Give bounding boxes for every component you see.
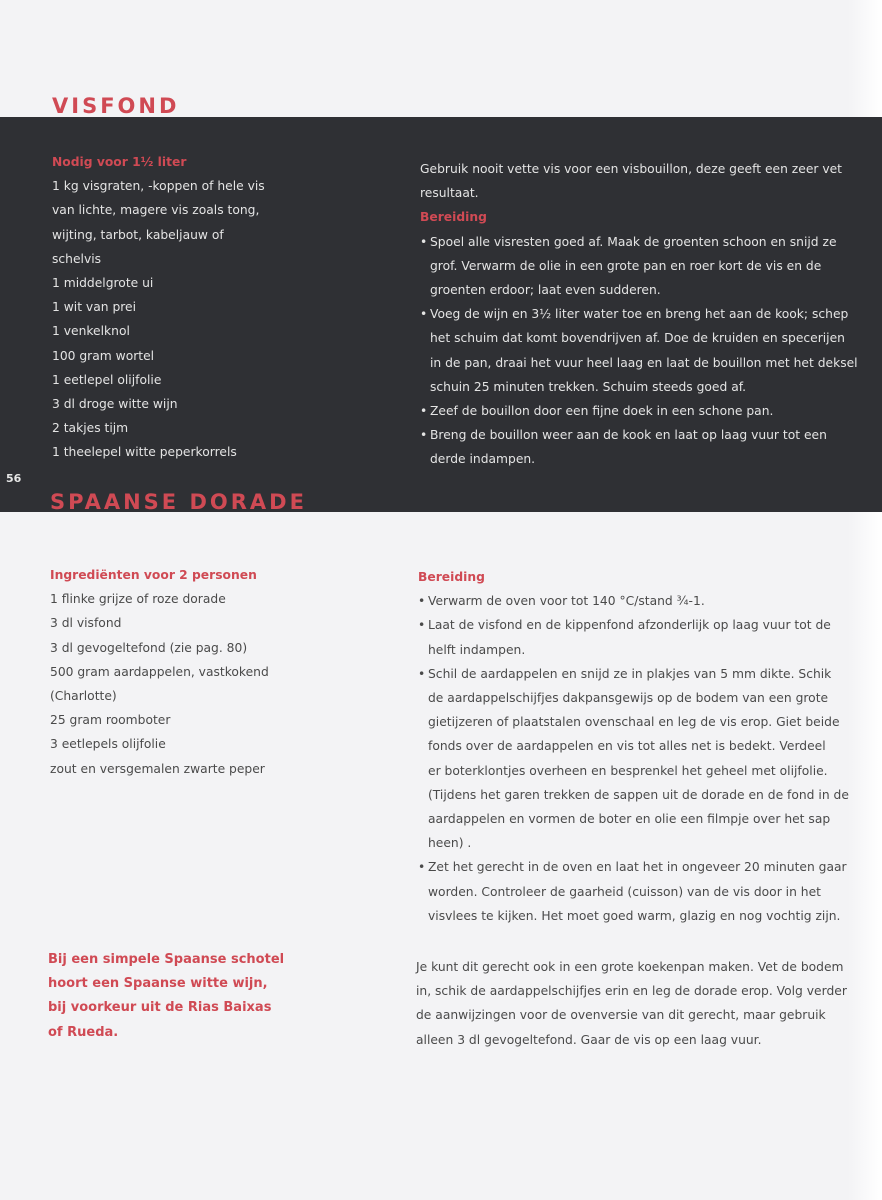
ingredient-line: 1 venkelknol (52, 324, 130, 339)
ingredient-line: 3 eetlepels olijfolie (50, 737, 166, 752)
method-step-line: in de pan, draai het vuur heel laag en laat de bouillon met het deksel (430, 355, 858, 370)
ingredient-line: 1 theelepel witte peperkorrels (52, 445, 237, 460)
ingredient-line: 3 dl visfond (50, 616, 122, 631)
method-step-line: groenten erdoor; laat even sudderen. (430, 283, 661, 298)
method-step-line: • Laat de visfond en de kippenfond afzonderlijk op laag vuur tot de (428, 618, 831, 633)
wine-note-line: hoort een Spaanse witte wijn, (48, 976, 268, 992)
tip-line: Je kunt dit gerecht ook in een grote koekenpan maken. Vet de bodem (416, 960, 844, 974)
tip-line: alleen 3 dl gevogeltefond. Gaar de vis op een laag vuur. (416, 1032, 762, 1047)
visfond-ingredients (52, 150, 372, 465)
method-step-line: grof. Verwarm de olie in een grote pan en roer kort de vis en de (430, 258, 822, 273)
method-step (418, 613, 858, 661)
method-step-line: visvlees te kijken. Het moet goed warm, glazig en nog vochtig zijn. (428, 908, 841, 923)
method-step-line: schuin 25 minuten trekken. Schuim steeds goed af. (430, 379, 747, 394)
wine-note-line: bij voorkeur uit de Rias Baixas (48, 1000, 272, 1016)
ingredient-line: van lichte, magere vis zoals tong, (52, 203, 260, 218)
ingredient-line: 2 takjes tijm (52, 421, 129, 436)
ingredient-line: 1 middelgrote ui (52, 276, 154, 291)
method-step-line: helft indampen. (428, 642, 526, 657)
method-step-line: • Breng de bouillon weer aan de kook en laat op laag vuur tot een (430, 428, 827, 443)
dorade-method (418, 565, 858, 928)
ingredient-line: wijting, tarbot, kabeljauw of (52, 227, 224, 242)
visfond-method-heading: Bereiding (420, 210, 487, 225)
ingredient-line: 3 dl droge witte wijn (52, 397, 178, 412)
tip-line: de aanwijzingen voor de ovenversie van dit gerecht, maar gebruik (416, 1008, 826, 1023)
method-step-line: • Zeef de bouillon door een fijne doek in een schone pan. (430, 404, 774, 419)
method-step (418, 662, 858, 856)
ingredient-line: 1 kg visgraten, -koppen of hele vis (52, 179, 265, 194)
wine-note (48, 948, 284, 1045)
ingredient-line: (Charlotte) (50, 689, 117, 704)
ingredient-line: 100 gram wortel (52, 348, 155, 363)
method-step (420, 423, 860, 471)
visfond-ingredients-heading: Nodig voor 1½ liter (52, 155, 187, 169)
method-step-line: de aardappelschijfjes dakpansgewijs op de bodem van een grote (428, 691, 829, 706)
method-step-line: fonds over de aardappelen en vis tot alles net is bedekt. Verdeel (428, 739, 826, 754)
visfond-title: VISFOND (52, 94, 180, 118)
intro-line: resultaat. (420, 186, 479, 201)
method-step-line: het schuim dat komt bovendrijven af. Doe de kruiden en specerijen (430, 331, 845, 346)
method-step (420, 399, 860, 423)
visfond-ingredient-list (52, 174, 372, 464)
dorade-method-heading: Bereiding (418, 570, 485, 584)
method-step-line: worden. Controleer de gaarheid (cuisson) van de vis door in het (428, 884, 821, 899)
method-step (418, 589, 858, 613)
method-step-line: er boterklontjes overheen en besprenkel het geheel met olijfolie. (428, 763, 828, 778)
ingredient-line: zout en versgemalen zwarte peper (50, 761, 265, 776)
method-step-line: • Voeg de wijn en 3½ liter water toe en breng het aan de kook; schep (430, 307, 849, 322)
dorade-title: SPAANSE DORADE (50, 490, 307, 514)
ingredient-line: 1 flinke grijze of roze dorade (50, 592, 226, 607)
wine-note-line: of Rueda. (48, 1024, 119, 1040)
ingredient-line: schelvis (52, 251, 102, 266)
dorade-ingredients-heading: Ingrediënten voor 2 personen (50, 568, 257, 582)
ingredient-line: 500 gram aardappelen, vastkokend (50, 664, 269, 679)
wine-note-line: Bij een simpele Spaanse schotel (48, 952, 285, 967)
dorade-tip (416, 955, 856, 1052)
dorade-steps (418, 589, 858, 928)
page-number: 56 (6, 472, 22, 485)
ingredient-line: 1 wit van prei (52, 300, 137, 315)
method-step (420, 230, 860, 303)
method-step-line: • Spoel alle visresten goed af. Maak de groenten schoon en snijd ze (430, 234, 837, 249)
ingredient-line: 1 eetlepel olijfolie (52, 372, 162, 387)
visfond-steps (420, 230, 860, 472)
method-step-line: heen) . (428, 836, 472, 851)
method-step-line: • Zet het gerecht in de oven en laat het in ongeveer 20 minuten gaar (428, 860, 847, 875)
method-step-line: • Schil de aardappelen en snijd ze in plakjes van 5 mm dikte. Schik (428, 666, 832, 681)
method-step (420, 302, 860, 399)
method-step-line: gietijzeren of plaatstalen ovenschaal en leg de vis erop. Giet beide (428, 715, 840, 730)
method-step (418, 855, 858, 928)
method-step-line: • Verwarm de oven voor tot 140 °C/stand ¾-1. (428, 594, 705, 609)
method-step-line: derde indampen. (430, 452, 536, 467)
method-step-line: aardappelen en vormen de boter en olie een filmpje over het sap (428, 812, 831, 827)
ingredient-line: 25 gram roomboter (50, 713, 171, 728)
visfond-method (420, 157, 860, 472)
intro-line: Gebruik nooit vette vis voor een visbouillon, deze geeft een zeer vet (420, 162, 843, 176)
tip-line: in, schik de aardappelschijfjes erin en leg de dorade erop. Volg verder (416, 984, 847, 999)
dorade-ingredient-list (50, 587, 370, 781)
visfond-intro (420, 157, 860, 205)
dorade-ingredients (50, 563, 370, 781)
ingredient-line: 3 dl gevogeltefond (zie pag. 80) (50, 640, 248, 655)
method-step-line: (Tijdens het garen trekken de sappen uit de dorade en de fond in de (428, 787, 849, 802)
